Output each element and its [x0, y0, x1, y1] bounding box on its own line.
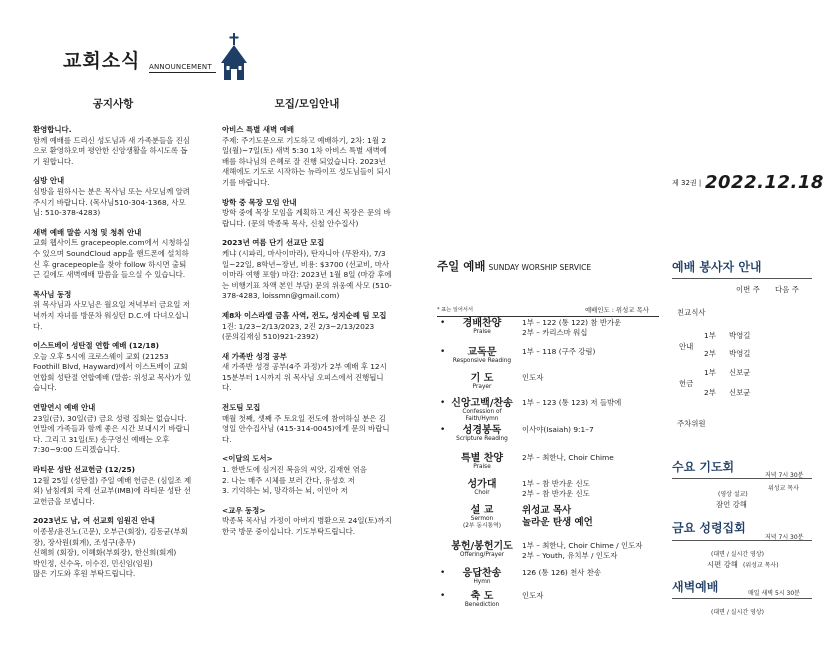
service-heading: 예배 봉사자 안내 [672, 260, 762, 274]
notice-title: <교우 동정> [222, 505, 266, 515]
notice-body: 1진: 1/23~2/13/2023, 2진 2/3~2/13/2023 (문의김재심 510)921-2392) [222, 321, 375, 342]
worship-leader: 예배인도 : 위성교 목사 [585, 306, 649, 314]
service-divider [672, 278, 812, 279]
worship-title-ko: 주일 예배 [437, 259, 486, 273]
notices-column [33, 125, 193, 589]
church-icon [215, 33, 253, 81]
friday-heading: 금요 성령집회 [672, 521, 746, 535]
standing-bullet-icon: • [440, 591, 446, 601]
friday-series: 시편 강해 [707, 560, 738, 569]
worship-item-detail: 1부 – 참 반가운 신도 [522, 479, 590, 488]
usher-part: 2부 [704, 349, 716, 358]
notice-body: 방학 중에 목장 모임을 계획하고 계신 목장은 문의 바랍니다. (문의 박종복 목사, 신철 안수집사) [222, 208, 391, 228]
notice-body: 위 목사님과 사모님은 월요일 저녁부터 금요일 저녁까지 자녀를 방문차 워싱턴 D.C.에 다녀오십니다. [33, 300, 190, 331]
wednesday-speaker: 위성교 목사 [768, 485, 799, 492]
notice-title: <이달의 도서> [222, 454, 273, 464]
title-underline [149, 72, 216, 73]
notice-item [33, 403, 193, 456]
worship-item-en: Responsive Reading [452, 358, 512, 364]
worship-item-en: Choir [474, 490, 490, 496]
worship-item-ko: 축 도 [470, 591, 494, 602]
friday-format: (대면 / 실시간 영상) [711, 551, 764, 558]
col-this-week: 이번 주 [736, 285, 760, 294]
page-title: 교회소식 [63, 50, 141, 72]
notice-item [33, 176, 193, 218]
worship-item-label [447, 479, 517, 497]
worship-item-en: Scripture Reading [456, 436, 508, 442]
gatherings-heading: 모집/모임안내 [274, 98, 340, 110]
friday-speaker: (위성교 목사) [743, 562, 779, 569]
worship-item-en: Offering/Prayer [459, 552, 505, 558]
notice-body: 함께 예배를 드리신 성도님과 새 가족분들을 진심으로 환영하오며 평안한 신앙생활을 하시도록 돕기 원합니다. [33, 135, 190, 166]
worship-item-ko: 신앙고백/찬송 [451, 398, 513, 409]
dawn-time: 매일 새벽 5시 30분 [748, 590, 800, 597]
notice-body: 오늘 오후 5시에 크로스웨이 교회 (21253 Foothill Blvd, Hayward)에서 이스트베이 교회 연합회 성탄절 연합예배 (말씀: 위성교 목사)가 있습니다. [33, 351, 192, 393]
notice-title: 제8차 이스라엘 금홀 사역, 전도, 성지순례 팀 모집 [222, 310, 387, 320]
worship-item-detail: 2부 – Youth, 유치부 / 인도자 [522, 551, 618, 560]
dawn-divider [672, 598, 812, 599]
worship-item-ko: 성경봉독 [462, 425, 502, 436]
notice-title: 아비스 특별 새벽 예배 [222, 125, 294, 134]
notice-title: 이스트베이 성탄절 연합 예배 (12/18) [33, 341, 159, 351]
issue-date: 2022.12.18 [705, 172, 824, 193]
notice-body: 심방을 원하시는 분은 목사님 또는 사모님께 알려주시기 바랍니다. (목사님510-304-1368, 사모님: 510-378-4283) [33, 186, 190, 218]
notice-item [222, 506, 392, 538]
notice-title: 목사님 동정 [33, 289, 72, 299]
notice-item [222, 238, 392, 302]
offering-name: 신보균 [729, 388, 751, 397]
notice-body: 새 가족반 성경 공부(4주 과정)가 2부 예배 후 12시 15분부터 1시까지 위 목사님 오피스에서 진행됩니다. [222, 362, 387, 393]
notice-item [33, 228, 193, 281]
col-next-week: 다음 주 [775, 285, 799, 294]
worship-item-en: Hymn [473, 579, 491, 585]
worship-divider [437, 316, 659, 317]
notice-title: 2023년도 남, 여 선교회 임원진 안내 [33, 516, 155, 526]
dawn-heading: 새벽예배 [672, 580, 719, 594]
notice-body: 이종봉/윤진노(고문), 오부근(회장), 김동균(부회장), 장사원(회계), 조성구(총무) 신혜희 (회장), 이혜화(부회장), 한신희(회계) 박인정, 신수옥, 이수진, 민신임(임원) 많은 기도와 후원 부탁드립니다. [33, 527, 188, 579]
worship-item-ko: 교독문 [467, 347, 497, 358]
worship-item-ko: 설 교 [470, 505, 494, 516]
worship-item-ko: 특별 찬양 [460, 453, 504, 464]
worship-item-detail: 위성교 목사 [522, 505, 572, 516]
offering-part: 1부 [704, 368, 716, 377]
notice-title: 환영합니다. [33, 125, 72, 134]
wednesday-time: 저녁 7시 30분 [765, 472, 804, 479]
standing-note: * 표는 일어서서 [437, 307, 473, 313]
offering-part: 2부 [704, 388, 716, 397]
ushers-label: 안내 [679, 342, 694, 351]
worship-item-label [447, 318, 517, 336]
worship-item-detail: 이사야(Isaiah) 9:1–7 [522, 425, 594, 434]
usher-name: 박영길 [729, 331, 751, 340]
worship-item-label [447, 398, 517, 423]
notice-title: 심방 안내 [33, 176, 65, 186]
worship-item-label [447, 591, 517, 609]
standing-bullet-icon: • [440, 568, 446, 578]
worship-item-detail: 2부 – 카리스마 워십 [522, 328, 588, 337]
notice-title: 라티문 성탄 선교헌금 (12/25) [33, 465, 135, 475]
worship-item-ko: 응답찬송 [462, 568, 502, 579]
notice-item [33, 290, 193, 332]
notice-item [222, 198, 392, 230]
worship-item-label [447, 568, 517, 586]
offering-label: 헌금 [679, 379, 694, 388]
notice-body: 교회 웹사이트 gracepeople.com에서 시청하실 수 있으며 SoundCloud app을 핸드폰에 설치하신 후 gracepeople을 찾아 follow 하시면 출퇴근 길에도 새벽예배 말씀을 들으실 수 있습니다. [33, 238, 190, 280]
worship-item-detail: 1부 – 123 (통 123) 저 들밖에 [522, 398, 622, 407]
notice-title: 2023년 여름 단기 선교단 모집 [222, 238, 325, 248]
wednesday-series: 잠언 강해 [716, 500, 747, 509]
page-subtitle: ANNOUNCEMENT [149, 63, 212, 71]
notice-item [222, 352, 392, 394]
worship-item-detail: 1부 – 118 (구주 강림) [522, 347, 596, 356]
notice-body: 케냐 (시파리, 마사이마라), 탄자니아 (무완자), 7/3일~22일, 8학년~장년, 비용: $3700 (선교비, 마사이마라 여행 포함) 마감: 2023년 1월 8일 (마감 후에는 비행기표 차액 본인 부담) 문의 위웅예 사모 (510-378-4283, loissmn@gmail.com) [222, 248, 392, 301]
notice-body: 23일(금), 30일(금) 금요 성령 집회는 없습니다. 연말에 가족들과 함께 좋은 시간 보내시기 바랍니다. 그리고 31일(토) 송구영신 예배는 오후 7:30~9:00 드리겠습니다. [33, 413, 190, 455]
standing-bullet-icon: • [440, 347, 446, 357]
notice-item [33, 516, 193, 580]
notice-body: 박종복 목사님 가정이 아버지 병환으로 24일(토)까지 한국 방문 중이십니다. 기도부탁드립니다. [222, 516, 392, 536]
worship-item-label [447, 505, 517, 530]
notice-body: 매월 첫째, 셋째 주 토요일 전도에 참여하실 분은 김영일 안수집사님 (415-314-0045)에게 문의 바랍니다. [222, 413, 390, 444]
worship-item-en: Praise [473, 464, 491, 470]
notices-heading: 공지사항 [92, 98, 134, 110]
worship-item-ko: 봉헌/봉헌기도 [451, 541, 513, 552]
notice-title: 전도팀 모집 [222, 403, 261, 413]
notice-item [33, 465, 193, 507]
standing-bullet-icon: • [440, 425, 446, 435]
usher-name: 박영길 [729, 349, 751, 358]
worship-item-detail: 놀라운 탄생 예언 [522, 517, 593, 528]
worship-item-en: Prayer [472, 384, 492, 390]
notice-title: 방학 중 목장 모임 안내 [222, 197, 297, 207]
worship-item-detail: 2부 – 참 반가운 신도 [522, 489, 590, 498]
worship-title-en: SUNDAY WORSHIP SERVICE [488, 263, 592, 272]
notice-body: 12월 25일 (성탄절) 주일 예배 헌금은 (심일조 제외) 남침례회 국제 선교부(IMB)에 라티문 성탄 선교헌금을 보냅니다. [33, 475, 192, 506]
offering-name: 신보균 [729, 368, 751, 377]
worship-item-en: Confession of Faith/Hymn [462, 409, 502, 422]
issue-volume: 제 32권 | [672, 179, 702, 187]
notice-item [222, 311, 392, 343]
worship-item-detail: 1부 – 122 (통 122) 참 반가운 [522, 318, 622, 327]
standing-bullet-icon: • [440, 318, 446, 328]
worship-item-label [447, 347, 517, 365]
worship-item-label [447, 373, 517, 391]
friday-time: 저녁 7시 30분 [765, 534, 804, 541]
dawn-format: (대면 / 실시간 영상) [711, 609, 764, 616]
notice-item [33, 125, 193, 167]
wednesday-format: (영상 설교) [718, 491, 748, 498]
parking-label: 주차위원 [677, 419, 706, 428]
worship-item-ko: 성가대 [467, 479, 497, 490]
wednesday-heading: 수요 기도회 [672, 460, 735, 474]
notice-body: 1. 한반도에 심겨진 복음의 씨앗, 김재현 엮음 2. 나는 매주 시체를 보러 간다, 유성호 저 3. 기억하는 뇌, 망각하는 뇌, 이인아 저 [222, 465, 367, 496]
worship-item-label [447, 541, 517, 559]
worship-item-en: Benediction [464, 602, 500, 608]
usher-part: 1부 [704, 331, 716, 340]
worship-item-label [447, 425, 517, 443]
worship-title [437, 258, 591, 274]
worship-item-en: Praise [473, 329, 491, 335]
worship-item-label [447, 453, 517, 471]
worship-item-detail: 인도자 [522, 373, 544, 382]
worship-item-ko: 경배찬양 [462, 318, 502, 329]
notice-item [222, 403, 392, 445]
worship-item-detail: 2부 – 최한나, Choir Chime [522, 453, 614, 462]
worship-item-detail: 1부 – 최한나, Choir Chime / 인도자 [522, 541, 643, 550]
worship-item-ko: 기 도 [470, 373, 494, 384]
worship-item-en: Sermon (2부 동시통역) [462, 516, 502, 529]
notice-title: 새벽 예배 말씀 시청 및 청취 안내 [33, 227, 142, 237]
notice-title: 새 가족반 성경 공부 [222, 351, 287, 361]
notice-title: 연말연시 예배 안내 [33, 403, 96, 413]
notice-body: 주제: 주기도문으로 기도하고 예배하기, 2차: 1월 2일(월)~7일(토) 새벽 5:30 1차 아비스 특별 새벽예배를 하나님의 은혜로 잘 진행 되었습니다. 2023년 새해에도 기도로 시작하는 뉴라이프 성도님들이 되시기를 바랍니다. [222, 135, 391, 187]
notice-item [222, 125, 392, 189]
notice-item [222, 454, 392, 496]
gatherings-column [222, 125, 392, 547]
worship-item-detail: 인도자 [522, 591, 544, 600]
fellowship-label: 친교식사 [677, 308, 706, 317]
standing-bullet-icon: • [440, 398, 446, 408]
worship-item-detail: 126 (통 126) 천사 찬송 [522, 568, 602, 577]
notice-item [33, 341, 193, 394]
